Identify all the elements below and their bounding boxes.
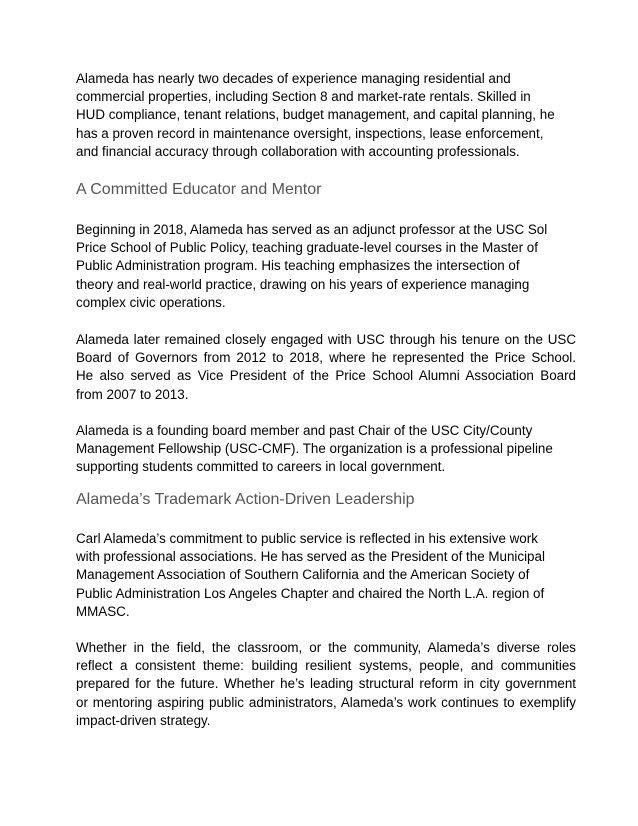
text-line: Carl Alameda’s commitment to public service is reflected in his extensive work xyxy=(76,531,538,546)
text-line: Beginning in 2018, Alameda has served as an adjunct professor at the USC Sol xyxy=(76,222,548,237)
text-line: HUD compliance, tenant relations, budget management, and capital planning, he xyxy=(76,107,555,123)
text-line: prepared for the future. Whether he’s leading structural reform in city government xyxy=(76,676,576,692)
text-line: impact-driven strategy. xyxy=(76,712,211,728)
paragraph-adjunct-professor xyxy=(76,221,576,312)
text-line: from 2007 to 2013. xyxy=(76,386,189,402)
text-line: Public Administration program. His teaching emphasizes the intersection of xyxy=(76,258,520,274)
text-line: Public Administration Los Angeles Chapter and chaired the North L.A. region of xyxy=(76,585,545,601)
paragraph-closing xyxy=(76,639,576,730)
text-line: Whether in the field, the classroom, or the community, Alameda’s diverse roles xyxy=(76,640,576,655)
text-line: Management Association of Southern California and the American Society of xyxy=(76,567,530,583)
text-line: Alameda has nearly two decades of experience managing residential and xyxy=(76,71,511,86)
text-line: reflect a consistent theme: building resilient systems, people, and communities xyxy=(76,658,576,674)
paragraph-board-of-governors xyxy=(76,331,576,404)
text-line: complex civic operations. xyxy=(76,294,226,310)
text-line: Price School of Public Policy, teaching graduate-level courses in the Master of xyxy=(76,240,538,256)
text-line: supporting students committed to careers in local government. xyxy=(76,459,446,475)
text-line: Management Fellowship (USC-CMF). The organization is a professional pipeline xyxy=(76,441,553,457)
text-line: with professional associations. He has served as the President of the Municipal xyxy=(76,549,545,565)
section-heading-educator: A Committed Educator and Mentor xyxy=(76,181,322,198)
section-heading-leadership: Alameda’s Trademark Action-Driven Leadership xyxy=(76,491,415,508)
paragraph-usc-cmf xyxy=(76,422,576,477)
text-line: has a proven record in maintenance oversight, inspections, lease enforcement, xyxy=(76,125,544,141)
paragraph-professional-associations xyxy=(76,530,576,621)
text-line: Alameda later remained closely engaged with USC through his tenure on the USC xyxy=(76,332,576,347)
text-line: theory and real-world practice, drawing on his years of experience managing xyxy=(76,276,530,292)
paragraph-property-management xyxy=(76,70,576,161)
text-line: or mentoring aspiring public administrators, Alameda’s work continues to exemplify xyxy=(76,694,576,710)
text-line: commercial properties, including Section 8 and market-rate rentals. Skilled in xyxy=(76,89,531,105)
text-line: and financial accuracy through collaboration with accounting professionals. xyxy=(76,143,520,159)
text-line: Alameda is a founding board member and past Chair of the USC City/County xyxy=(76,423,533,438)
text-line: MMASC. xyxy=(76,603,130,619)
text-line: Board of Governors from 2012 to 2018, where he represented the Price School. xyxy=(76,350,576,366)
text-line: He also served as Vice President of the Price School Alumni Association Board xyxy=(76,368,576,384)
